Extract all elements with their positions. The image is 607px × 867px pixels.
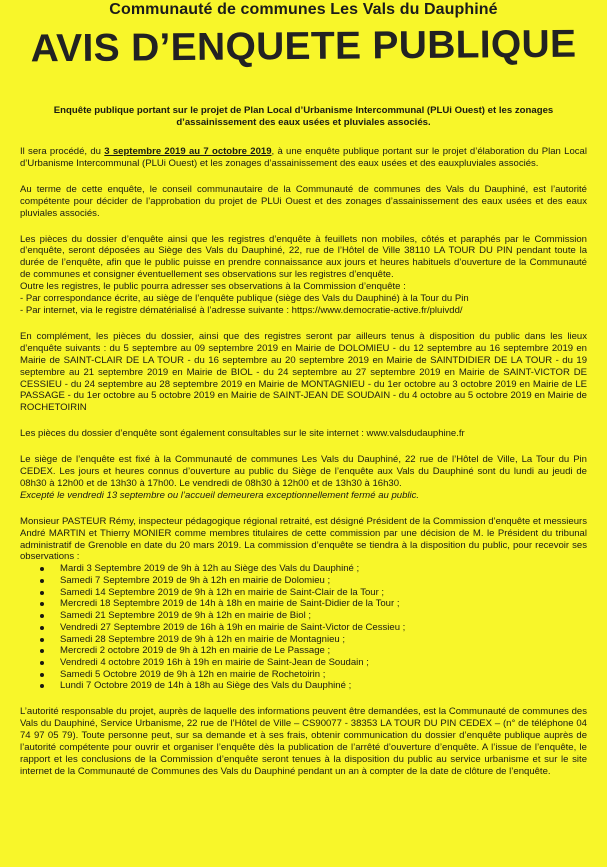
intro-paragraph bbox=[20, 146, 587, 170]
intro-before: Il sera procédé, du bbox=[20, 146, 105, 157]
website-paragraph: Les pièces du dossier d’enquête sont également consultables sur le site internet : www.valsdudauphine.fr bbox=[20, 428, 465, 440]
notice-title: AVIS D’ENQUETE PUBLIQUE bbox=[30, 22, 577, 71]
authority-paragraph: L’autorité responsable du projet, auprès de laquelle des informations peuvent être demandées, est la Communauté de communes des Vals du Dauphiné, Service Urbanisme, 22 rue de l’Hôtel de Ville – CS90077 - 38353 LA TOUR DU PIN CEDEX – (n° de téléphone 04 74 97 05 79). Toute personne peut, sur sa demande et à ses frais, obtenir communication du dossier d’enquête publique auprès de l’autorité compétente pour ouvrir et organiser l’enquête dès la publication de l’arrêté d’ouverture d’enquête. A l’issue de l’enquête, le rapport et les conclusions de la Commission d’enquête seront tenues à la disposition du public au service urbanisme et sur le site internet de la Communauté de Communes des Vals du Dauphiné pendant un an à compter de la date de clôture de l’enquête. bbox=[20, 706, 587, 777]
list-item: Samedi 5 Octobre 2019 de 9h à 12h en mairie de Rochetoirin ; bbox=[58, 669, 587, 681]
observations-intro: Outre les registres, le public pourra adresser ses observations à la Commission d’enquête : bbox=[20, 281, 406, 293]
list-item: Samedi 21 Septembre 2019 de 9h à 12h en mairie de Biol ; bbox=[58, 610, 587, 622]
list-item: Samedi 7 Septembre 2019 de 9h à 12h en mairie de Dolomieu ; bbox=[58, 575, 587, 587]
list-item: Samedi 28 Septembre 2019 de 9h à 12h en mairie de Montagnieu ; bbox=[58, 634, 587, 646]
sessions-list bbox=[58, 563, 587, 692]
conclusion-paragraph: Au terme de cette enquête, le conseil communautaire de la Communauté de communes des Vals du Dauphiné, est l’autorité compétente pour décider de l’approbation du projet de PLUi Ouest et des zonages d’assainissement des eaux usées et des eaux pluviales associés. bbox=[20, 183, 587, 219]
dossier-paragraph: Les pièces du dossier d’enquête ainsi que les registres d’enquête à feuillets non mobiles, côtés et paraphés par le Commission d’enquête, seront déposées au Siège des Vals du Dauphiné, 22, rue de l’Hôtel de Ville 38110 LA TOUR DU PIN pendant toute la durée de l’enquête, afin que le public puisse en prendre connaissance aux jours et heures habituels d’ouverture de la Communauté de communes et consigner éventuellement ses observations sur les registres d’enquête. bbox=[20, 233, 587, 281]
organization-name: Communauté de communes Les Vals du Dauphiné bbox=[109, 1, 498, 18]
list-item: Mercredi 18 Septembre 2019 de 14h à 18h en mairie de Saint-Didier de la Tour ; bbox=[58, 598, 587, 610]
list-item: Vendredi 27 Septembre 2019 de 16h à 19h en mairie de Saint-Victor de Cessieu ; bbox=[58, 622, 587, 634]
observations-mail: - Par correspondance écrite, au siège de l’enquête publique (siège des Vals du Dauphiné) à la Tour du Pin bbox=[20, 293, 469, 305]
notice-subtitle: Enquête publique portant sur le projet de Plan Local d’Urbanisme Intercommunal (PLUi Ouest) et les zonages d’assainissement des eaux usées et pluviales associés. bbox=[53, 105, 554, 128]
inquiry-dates: 3 septembre 2019 au 7 octobre 2019 bbox=[104, 146, 272, 157]
mairies-paragraph: En complément, les pièces du dossier, ainsi que des registres seront par ailleurs tenus à disposition du public dans les lieux d’enquête suivants : du 5 septembre au 09 septembre 2019 en Mairie de DOLOMIEU - du 12 septembre au 16 septembre 2019 en Mairie de SAINT-CLAIR DE LA TOUR - du 16 septembre au 20 septembre 2019 en Mairie de SAINTDIDIER DE LA TOUR - du 19 septembre au 21 septembre 2019 en Mairie de BIOL - du 24 septembre au 27 septembre 2019 en Mairie de SAINT-VICTOR DE CESSIEU - du 24 septembre au 28 septembre 2019 en Mairie de MONTAGNIEU - du 1er octobre au 3 octobre 2019 en Mairie de LE PASSAGE - du 1er octobre au 5 octobre 2019 en Mairie de SAINT-JEAN DE SOUDAIN - du 4 octobre au 5 octobre 2019 en Mairie de ROCHETOIRIN bbox=[20, 330, 587, 414]
notice-page bbox=[0, 1, 607, 867]
observations-web: - Par internet, via le registre dématérialisé à l’adresse suivante : https://www.democratie-active.fr/pluivdd/ bbox=[20, 304, 463, 316]
siege-paragraph: Le siège de l’enquête est fixé à la Communauté de communes Les Vals du Dauphiné, 22 rue de l’Hôtel de Ville, La Tour du Pin CEDEX. Les jours et heures connus d’ouverture au public du Siège de l’enquête aux Vals du Dauphiné sont du lundi au jeudi de 08h30 à 12h00 et de 13h30 à 17h00. Le vendredi de 08h30 à 12h00 et de 13h30 à 16h30. bbox=[20, 454, 587, 489]
list-item: Samedi 14 Septembre 2019 de 9h à 12h en mairie de Saint-Clair de la Tour ; bbox=[58, 587, 587, 599]
commission-paragraph: Monsieur PASTEUR Rémy, inspecteur pédagogique régional retraité, est désigné Président de la Commission d’enquête et messieurs André MARTIN et Thierry MONIER comme membres titulaires de cette commission par une décision de M. le Président du tribunal administratif de Grenoble en date du 20 mars 2019. La commission d’enquête se tiendra à la disposition du public, pour recevoir ses observations : bbox=[20, 515, 587, 563]
list-item: Lundi 7 Octobre 2019 de 14h à 18h au Siège des Vals du Dauphiné ; bbox=[58, 680, 587, 692]
list-item: Mercredi 2 octobre 2019 de 9h à 12h en mairie de Le Passage ; bbox=[58, 645, 587, 657]
list-item: Vendredi 4 octobre 2019 16h à 19h en mairie de Saint-Jean de Soudain ; bbox=[58, 657, 587, 669]
intro-after: , à une enquête publique portant sur le projet d’élaboration du Plan Local d’Urbanisme Intercommunal (PLUi Ouest) et les zonages d’assainissement des eaux usées et des eauxpluviales associés. bbox=[20, 146, 587, 169]
list-item: Mardi 3 Septembre 2019 de 9h à 12h au Siège des Vals du Dauphiné ; bbox=[58, 563, 587, 575]
exception-note: Excepté le vendredi 13 septembre ou l’accueil demeurera exceptionnellement fermé au public. bbox=[20, 489, 420, 501]
